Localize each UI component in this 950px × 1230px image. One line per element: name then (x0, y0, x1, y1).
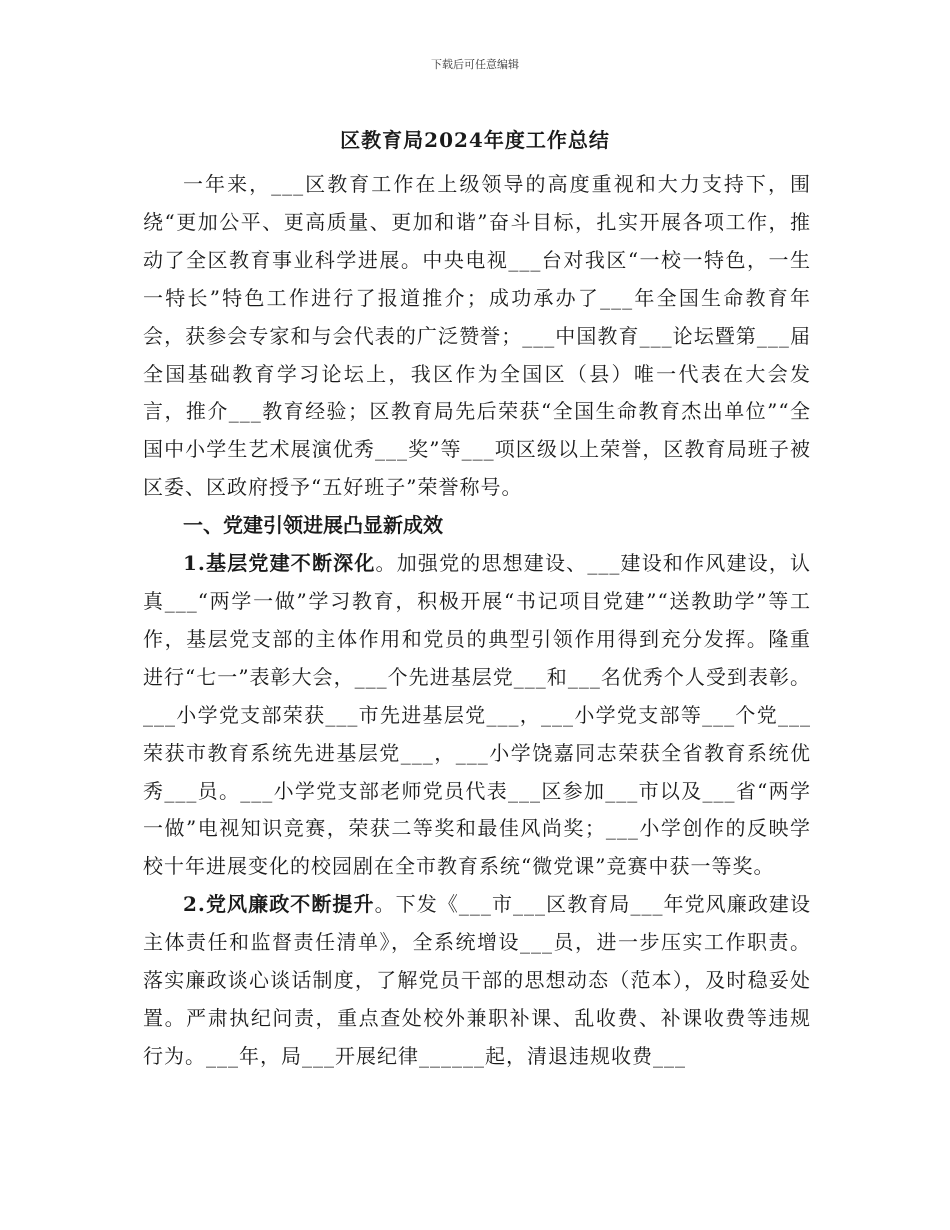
page-header-note: 下载后可任意编辑 (431, 58, 519, 71)
item-2-text: 。下发《___市___区教育局___年党风廉政建设主体责任和监督责任清单》，全系统增设___员，进一步压实工作职责。落实廉政谈心谈话制度，了解党员干部的思想动态（范本），及时稳妥处置。严肃执纪问责，重点查处校外兼职补课、乱收费、补课收费等违规行为。___年，局___开展纪律______起，清退违规收费___ (143, 892, 811, 1068)
item-1-lead: 1.基层党建不断深化 (183, 551, 376, 576)
intro-paragraph: 一年来，___区教育工作在上级领导的高度重视和大力支持下，围绕“更加公平、更高质量、更加和谐”奋斗目标，扎实开展各项工作，推动了全区教育事业科学进展。中央电视___台对我区“一校一特色，一生一特长”特色工作进行了报道推介；成功承办了___年全国生命教育年会，获参会专家和与会代表的广泛赞誉；___中国教育___论坛暨第___届全国基础教育学习论坛上，我区作为全国区（县）唯一代表在大会发言，推介___教育经验；区教育局先后荣获“全国生命教育杰出单位”“全国中小学生艺术展演优秀___奖”等___项区级以上荣誉，区教育局班子被区委、区政府授予“五好班子”荣誉称号。 (143, 172, 811, 500)
item-1-text: 。加强党的思想建设、___建设和作风建设，认真___“两学一做”学习教育，积极开展“书记项目党建”“送教助学”等工作，基层党支部的主体作用和党员的典型引领作用得到充分发挥。隆重进行“七一”表彰大会，___个先进基层党___和___名优秀个人受到表彰。___小学党支部荣获___市先进基层党___，___小学党支部等___个党___荣获市教育系统先进基层党___，___小学饶嘉同志荣获全省教育系统优秀___员。___小学党支部老师党员代表___区参加___市以及___省“两学一做”电视知识竞赛，荣获二等奖和最佳风尚奖；___小学创作的反映学校十年进展变化的校园剧在全市教育系统“微党课”竞赛中获一等奖。 (143, 551, 811, 879)
document-body (143, 166, 811, 1076)
paragraph-item-2 (143, 886, 811, 1076)
paragraph-item-1 (143, 545, 811, 886)
document-title: 区教育局2024年度工作总结 (340, 128, 610, 152)
item-2-lead: 2.党风廉政不断提升 (183, 892, 375, 917)
section-heading: 一、党建引领进展凸显新成效 (183, 513, 443, 538)
